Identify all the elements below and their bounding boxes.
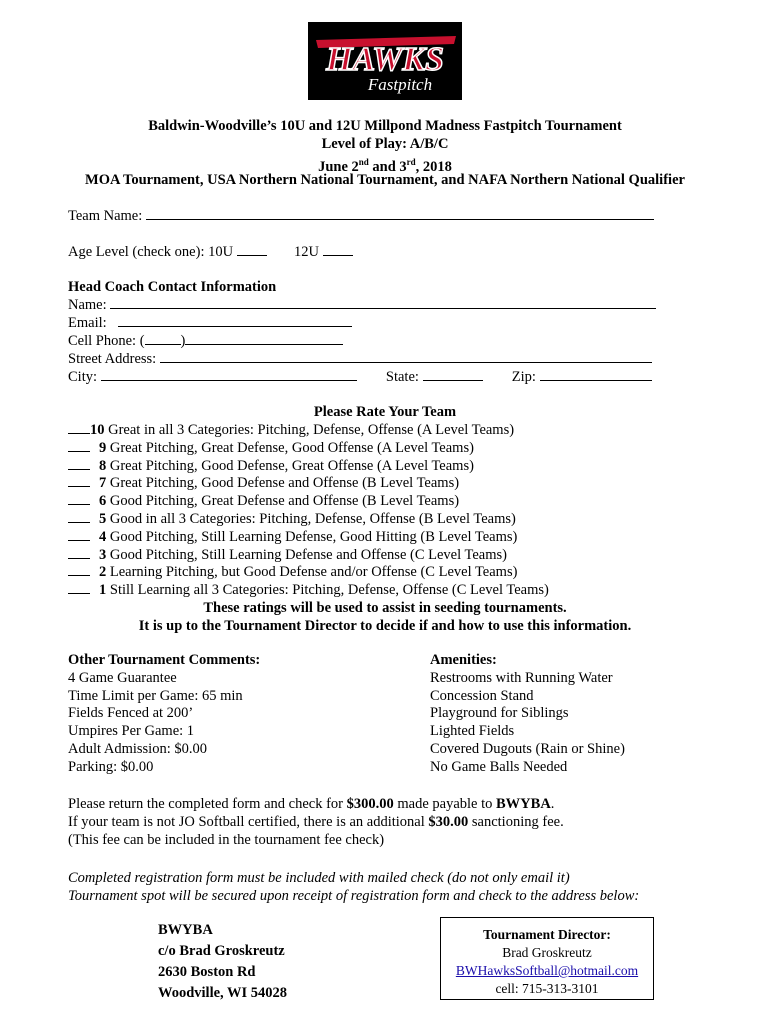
payment-line-3: (This fee can be included in the tournament fee check) <box>68 832 385 848</box>
other-comments-section <box>68 652 260 777</box>
rating-number: 10 <box>90 422 105 438</box>
rating-number: 1 <box>99 582 107 599</box>
coach-name-row <box>68 296 656 314</box>
rating-checkbox[interactable] <box>68 546 90 559</box>
comment-item: Umpires Per Game: 1 <box>68 723 195 740</box>
rating-description: Great Pitching, Good Defense, Great Offense (A Level Teams) <box>106 457 474 474</box>
rating-number: 8 <box>99 457 107 474</box>
zip-label: Zip: <box>511 369 536 385</box>
rating-description: Learning Pitching, but Good Defense and/or Offense (C Level Teams) <box>106 564 518 581</box>
rating-description: Great Pitching, Good Defense and Offense (B Level Teams) <box>106 475 460 492</box>
coach-email-row <box>68 314 352 332</box>
director-title: Tournament Director: <box>483 927 611 942</box>
rating-note-2: It is up to the Tournament Director to decide if and how to use this information. <box>138 618 632 634</box>
city-state-zip-row <box>68 368 652 386</box>
amenity-item: Lighted Fields <box>430 723 515 740</box>
rating-checkbox[interactable] <box>68 474 90 487</box>
rating-description: Good Pitching, Great Defense and Offense (B Level Teams) <box>106 493 460 510</box>
rating-description: Great in all 3 Categories: Pitching, Defense, Offense (A Level Teams) <box>104 422 515 438</box>
rating-number: 6 <box>99 493 107 510</box>
comment-item: Parking: $0.00 <box>68 758 154 775</box>
city-field[interactable] <box>101 368 357 381</box>
sanction-fee: $30.00 <box>428 814 469 830</box>
rating-item <box>68 492 459 511</box>
amenities-section <box>430 652 625 777</box>
rating-number: 7 <box>99 475 107 492</box>
rating-item <box>68 510 516 529</box>
team-name-field[interactable] <box>146 207 654 220</box>
notice-line-2: Tournament spot will be secured upon receipt of registration form and check to the address below: <box>68 888 640 904</box>
age-12u-checkbox[interactable] <box>323 243 353 256</box>
street-label: Street Address: <box>68 351 157 367</box>
rating-note-1: These ratings will be used to assist in seeding tournaments. <box>203 600 567 616</box>
comment-item: Adult Admission: $0.00 <box>68 740 207 757</box>
rating-number: 2 <box>99 564 107 581</box>
payment-line-1: Please return the completed form and check for $300.00 made payable to BWYBA. <box>68 796 555 812</box>
tournament-date: June 2nd and 3rd, 2018 <box>318 157 452 175</box>
payee-name: BWYBA <box>496 796 551 812</box>
tournament-director-box <box>440 917 654 1000</box>
age-level-row <box>68 243 353 261</box>
rating-item <box>68 439 474 458</box>
director-cell: cell: 715-313-3101 <box>495 981 599 996</box>
age-12u-label: 12U <box>293 244 319 260</box>
coach-name-field[interactable] <box>110 296 656 309</box>
amenity-item: Concession Stand <box>430 687 534 704</box>
logo-subtext: Fastpitch <box>367 75 433 94</box>
coach-email-field[interactable] <box>118 314 352 327</box>
rating-checkbox[interactable] <box>68 492 90 505</box>
qualifier-line: MOA Tournament, USA Northern National Tournament, and NAFA Northern National Qualifier <box>85 172 685 188</box>
street-row <box>68 350 652 368</box>
rating-item <box>68 546 507 565</box>
phone-number-field[interactable] <box>185 332 343 345</box>
area-code-field[interactable] <box>145 332 181 345</box>
rating-description: Good in all 3 Categories: Pitching, Defense, Offense (B Level Teams) <box>106 511 516 527</box>
state-field[interactable] <box>423 368 483 381</box>
amenity-item: No Game Balls Needed <box>430 758 568 775</box>
rating-checkbox[interactable] <box>68 439 90 452</box>
rating-number: 3 <box>99 546 107 563</box>
street-field[interactable] <box>160 350 652 363</box>
coach-cell-label: Cell Phone: <box>68 333 137 349</box>
notice-line-1: Completed registration form must be included with mailed check (do not only email it) <box>68 870 570 886</box>
state-label: State: <box>385 369 419 385</box>
rating-item <box>68 563 517 582</box>
rating-checkbox[interactable] <box>68 563 90 576</box>
level-of-play: Level of Play: A/B/C <box>321 136 449 152</box>
rating-checkbox[interactable] <box>68 510 90 523</box>
age-level-label: Age Level (check one): 10U <box>68 244 234 260</box>
coach-cell-row: Cell Phone: ( ) <box>68 332 343 350</box>
rating-number: 5 <box>99 511 107 527</box>
director-email-link[interactable]: BWHawksSoftball@hotmail.com <box>455 963 639 978</box>
rating-description: Great Pitching, Great Defense, Good Offense (A Level Teams) <box>106 439 474 456</box>
rating-heading: Please Rate Your Team <box>313 404 457 420</box>
other-comments-heading: Other Tournament Comments: <box>68 652 261 668</box>
rating-item <box>68 528 517 547</box>
amenity-item: Covered Dugouts (Rain or Shine) <box>430 740 625 757</box>
rating-number: 4 <box>99 528 107 545</box>
rating-number: 9 <box>99 439 107 456</box>
team-name-label: Team Name: <box>68 208 143 224</box>
payment-line-2: If your team is not JO Softball certified, there is an additional $30.00 sanctioning fee. <box>68 814 564 830</box>
mailing-address: BWYBA c/o Brad Groskreutz 2630 Boston Rd Woodville, WI 54028 <box>158 922 288 1001</box>
rating-item <box>68 474 459 493</box>
zip-field[interactable] <box>540 368 652 381</box>
coach-heading: Head Coach Contact Information <box>68 279 277 295</box>
rating-description: Good Pitching, Still Learning Defense, Good Hitting (B Level Teams) <box>106 528 518 545</box>
tournament-title: Baldwin-Woodville’s 10U and 12U Millpond Madness Fastpitch Tournament <box>148 118 622 134</box>
coach-email-label: Email: <box>68 315 107 331</box>
coach-name-label: Name: <box>68 297 107 313</box>
logo-text: HAWKS <box>326 41 444 78</box>
rating-checkbox[interactable] <box>68 457 90 470</box>
amenity-item: Restrooms with Running Water <box>430 669 613 686</box>
rating-description: Good Pitching, Still Learning Defense and Offense (C Level Teams) <box>106 546 507 563</box>
age-10u-checkbox[interactable] <box>237 243 267 256</box>
comment-item: 4 Game Guarantee <box>68 669 177 686</box>
director-name: Brad Groskreutz <box>502 945 592 960</box>
team-name-row <box>68 207 654 225</box>
fee-amount: $300.00 <box>346 796 394 812</box>
comment-item: Fields Fenced at 200’ <box>68 705 194 722</box>
city-label: City: <box>68 369 98 385</box>
rating-item <box>68 421 514 440</box>
amenity-item: Playground for Siblings <box>430 705 569 722</box>
amenities-heading: Amenities: <box>430 652 497 668</box>
rating-item <box>68 457 474 476</box>
rating-checkbox[interactable] <box>68 528 90 541</box>
rating-description: Still Learning all 3 Categories: Pitching, Defense, Offense (C Level Teams) <box>106 582 549 599</box>
rating-item <box>68 581 549 600</box>
rating-checkbox[interactable] <box>68 421 90 434</box>
rating-checkbox[interactable] <box>68 581 90 594</box>
comment-item: Time Limit per Game: 65 min <box>68 687 243 704</box>
hawks-fastpitch-logo <box>308 22 462 100</box>
